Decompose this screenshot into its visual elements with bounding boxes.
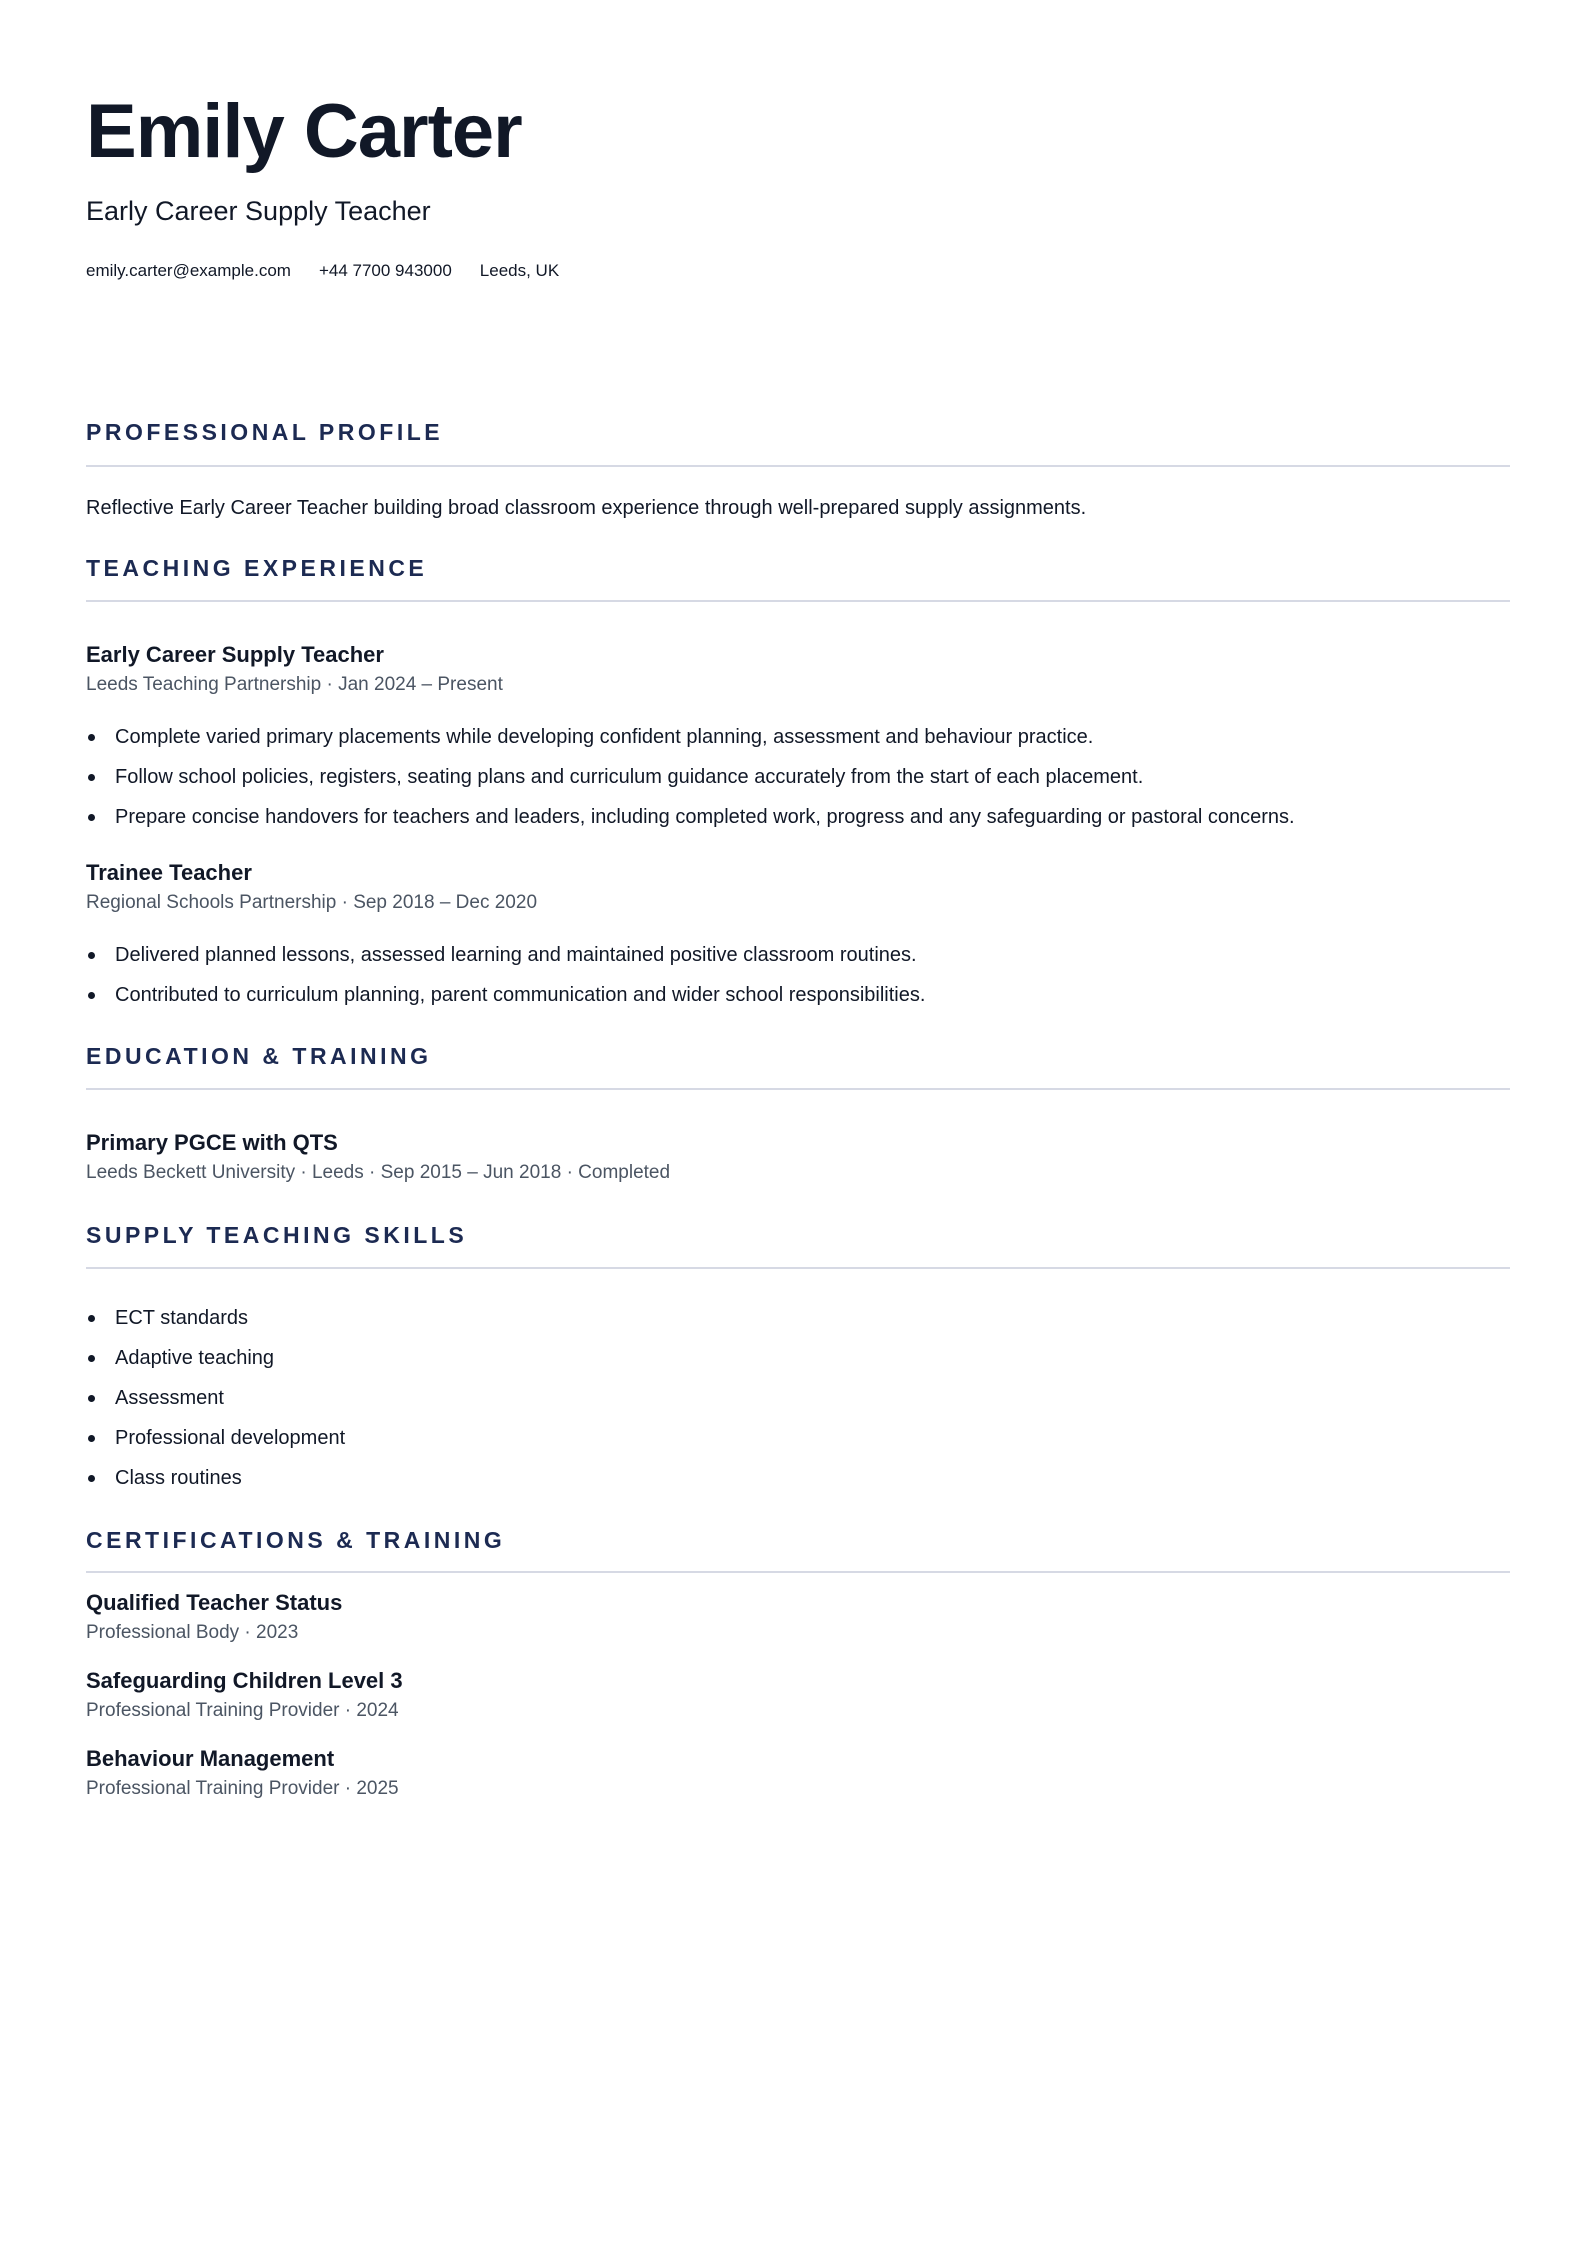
job-bullet-text: Contributed to curriculum planning, parent communication and wider school responsibilities. [115,984,926,1006]
section-title-skills: SUPPLY TEACHING SKILLS [86,1222,468,1248]
job-meta: Leeds Teaching Partnership · Jan 2024 – Present [86,674,503,695]
section-divider [86,1571,1510,1573]
skill-text: Professional development [115,1427,346,1449]
contact-phone: +44 7700 943000 [318,261,452,280]
bullet-dot [88,952,95,959]
skill-text: Adaptive teaching [115,1347,275,1369]
contact-row [86,262,559,279]
certification-meta: Professional Training Provider · 2025 [86,1778,399,1799]
certification-title: Qualified Teacher Status [86,1590,343,1615]
bullet-dot [88,1475,95,1482]
section-divider [86,1267,1510,1269]
bullet-dot [88,814,95,821]
bullet-dot [88,774,95,781]
certification-meta: Professional Training Provider · 2024 [86,1700,399,1721]
profile-text: Reflective Early Career Teacher building broad classroom experience through well-prepared supply assignments. [86,497,1087,519]
job-title: Early Career Supply Teacher [86,642,384,667]
section-title-education: EDUCATION & TRAINING [86,1043,432,1069]
bullet-dot [88,734,95,741]
section-title-certifications: CERTIFICATIONS & TRAINING [86,1527,506,1553]
skill-text: ECT standards [115,1307,249,1329]
education-meta: Leeds Beckett University · Leeds · Sep 2015 – Jun 2018 · Completed [86,1162,671,1183]
contact-email: emily.carter@example.com [86,261,291,280]
bullet-dot [88,1395,95,1402]
certification-title: Behaviour Management [86,1746,335,1771]
bullet-dot [88,1355,95,1362]
candidate-name: Emily Carter [86,89,522,174]
bullet-dot [88,992,95,999]
bullet-dot [88,1435,95,1442]
certification-meta: Professional Body · 2023 [86,1622,299,1643]
skill-text: Class routines [115,1467,242,1489]
skill-text: Assessment [115,1387,224,1409]
section-title-profile: PROFESSIONAL PROFILE [86,419,444,445]
job-bullet-text: Prepare concise handovers for teachers and leaders, including completed work, progress and any safeguarding or pastoral concerns. [115,806,1295,828]
job-title: Trainee Teacher [86,860,252,885]
contact-location: Leeds, UK [479,261,560,280]
job-meta: Regional Schools Partnership · Sep 2018 – Dec 2020 [86,892,538,913]
certification-title: Safeguarding Children Level 3 [86,1668,403,1693]
job-bullet-text: Delivered planned lessons, assessed learning and maintained positive classroom routines. [115,944,917,966]
job-bullet-text: Follow school policies, registers, seating plans and curriculum guidance accurately from the start of each placement. [115,766,1144,788]
section-divider [86,600,1510,602]
section-divider [86,465,1510,467]
job-bullet-text: Complete varied primary placements while developing confident planning, assessment and behaviour practice. [115,726,1094,748]
bullet-dot [88,1315,95,1322]
education-title: Primary PGCE with QTS [86,1130,338,1155]
section-divider [86,1088,1510,1090]
candidate-role: Early Career Supply Teacher [86,196,431,226]
section-title-experience: TEACHING EXPERIENCE [86,555,428,581]
